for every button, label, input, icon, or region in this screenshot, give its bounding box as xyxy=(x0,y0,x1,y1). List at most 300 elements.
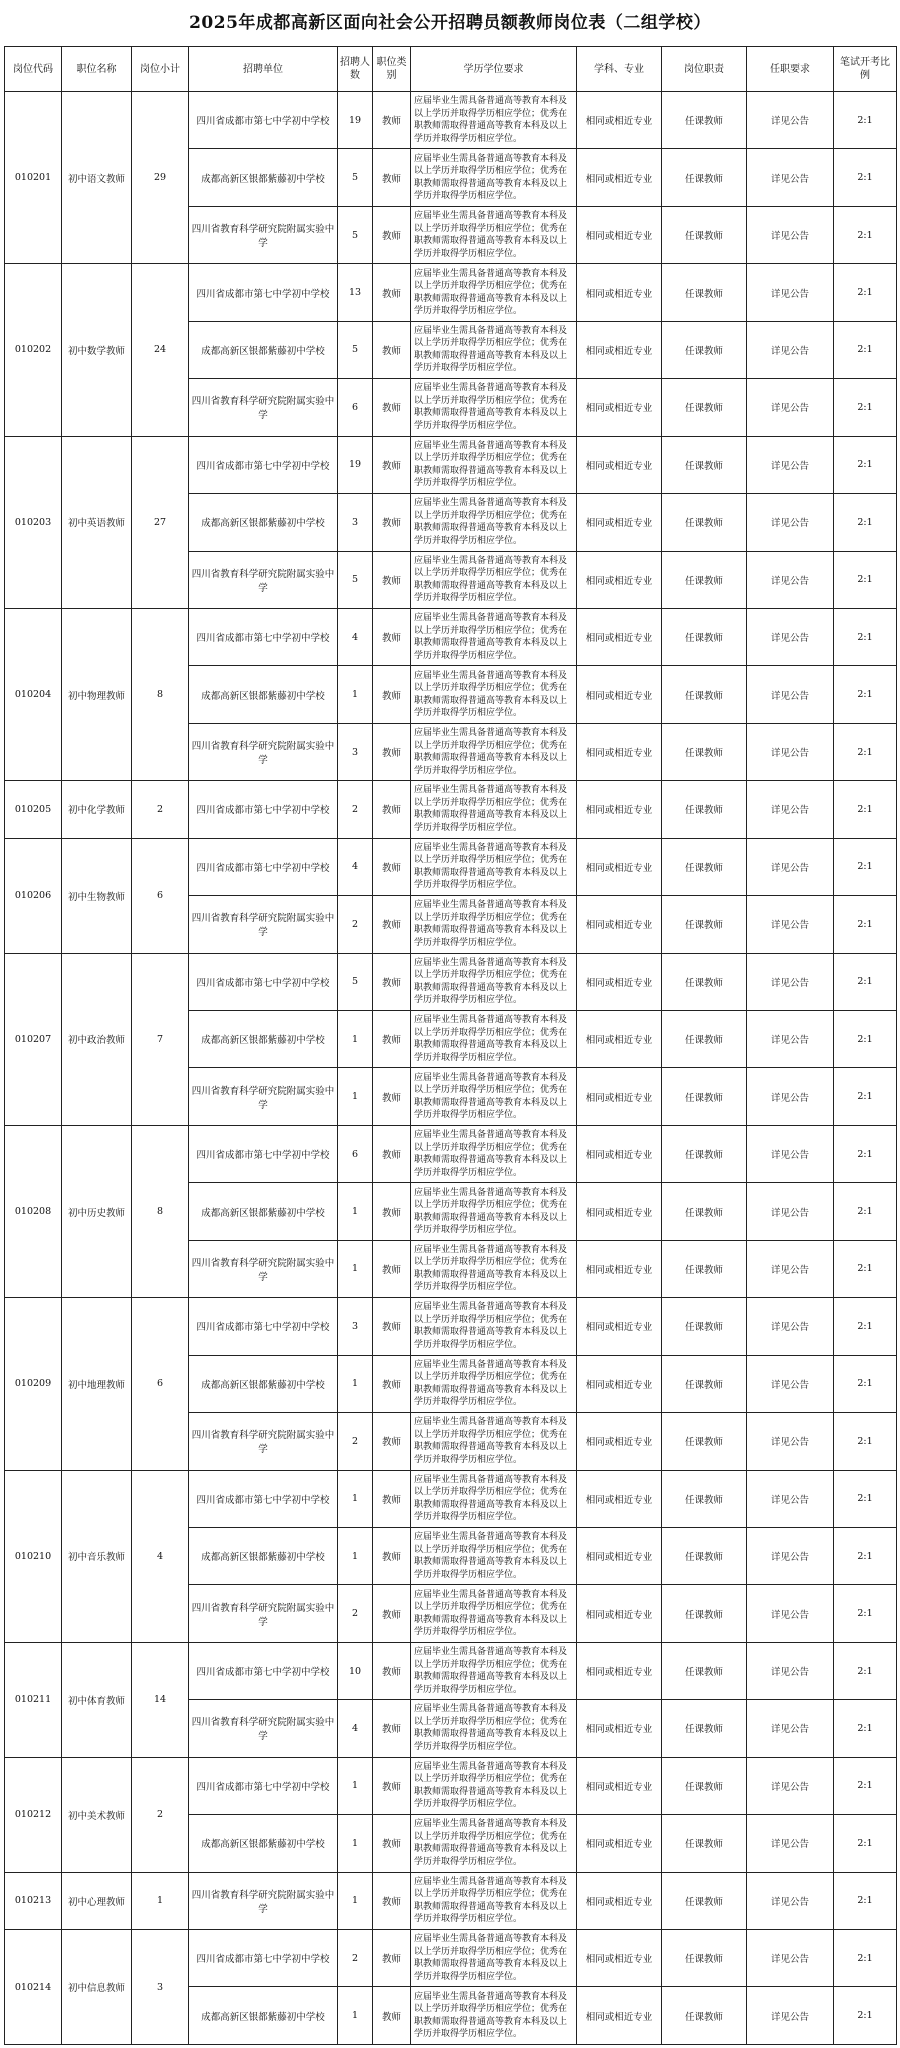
qualification: 详见公告 xyxy=(747,1642,834,1699)
position-code: 010211 xyxy=(5,1642,62,1757)
job-duty: 任课教师 xyxy=(662,781,747,838)
education-requirement: 应届毕业生需具备普通高等教育本科及以上学历并取得学历相应学位；优秀在职教师需取得普通高等教育本科及以上学历并取得学历相应学位。 xyxy=(411,1815,577,1872)
qualification: 详见公告 xyxy=(747,1470,834,1527)
education-requirement: 应届毕业生需具备普通高等教育本科及以上学历并取得学历相应学位；优秀在职教师需取得普通高等教育本科及以上学历并取得学历相应学位。 xyxy=(411,494,577,551)
hiring-unit: 四川省教育科学研究院附属实验中学 xyxy=(189,1068,338,1125)
hiring-count: 1 xyxy=(338,1470,373,1527)
position-category: 教师 xyxy=(373,436,411,493)
hiring-unit: 四川省教育科学研究院附属实验中学 xyxy=(189,206,338,263)
job-duty: 任课教师 xyxy=(662,1240,747,1297)
qualification: 详见公告 xyxy=(747,1700,834,1757)
position-subtotal: 6 xyxy=(132,1298,189,1470)
position-category: 教师 xyxy=(373,1125,411,1182)
education-requirement: 应届毕业生需具备普通高等教育本科及以上学历并取得学历相应学位；优秀在职教师需取得普通高等教育本科及以上学历并取得学历相应学位。 xyxy=(411,379,577,436)
job-duty: 任课教师 xyxy=(662,1413,747,1470)
hiring-count: 4 xyxy=(338,608,373,665)
position-code: 010201 xyxy=(5,92,62,264)
hiring-count: 19 xyxy=(338,92,373,149)
hiring-unit: 四川省教育科学研究院附属实验中学 xyxy=(189,1585,338,1642)
education-requirement: 应届毕业生需具备普通高等教育本科及以上学历并取得学历相应学位；优秀在职教师需取得普通高等教育本科及以上学历并取得学历相应学位。 xyxy=(411,1757,577,1814)
subject-major: 相同或相近专业 xyxy=(577,206,662,263)
position-name: 初中历史教师 xyxy=(62,1125,132,1297)
subject-major: 相同或相近专业 xyxy=(577,1815,662,1872)
hiring-count: 4 xyxy=(338,1700,373,1757)
subject-major: 相同或相近专业 xyxy=(577,92,662,149)
hiring-count: 2 xyxy=(338,896,373,953)
hiring-count: 19 xyxy=(338,436,373,493)
hiring-unit: 四川省教育科学研究院附属实验中学 xyxy=(189,1413,338,1470)
position-category: 教师 xyxy=(373,92,411,149)
hiring-count: 1 xyxy=(338,1068,373,1125)
hiring-unit: 四川省成都市第七中学初中学校 xyxy=(189,1930,338,1987)
position-name: 初中音乐教师 xyxy=(62,1470,132,1642)
position-subtotal: 4 xyxy=(132,1470,189,1642)
table-body xyxy=(5,92,897,2045)
hiring-count: 2 xyxy=(338,1413,373,1470)
hiring-count: 1 xyxy=(338,1815,373,1872)
job-duty: 任课教师 xyxy=(662,1930,747,1987)
qualification: 详见公告 xyxy=(747,149,834,206)
qualification: 详见公告 xyxy=(747,1355,834,1412)
exam-ratio: 2:1 xyxy=(834,551,897,608)
hiring-unit: 四川省教育科学研究院附属实验中学 xyxy=(189,551,338,608)
qualification: 详见公告 xyxy=(747,1585,834,1642)
position-category: 教师 xyxy=(373,1355,411,1412)
exam-ratio: 2:1 xyxy=(834,321,897,378)
position-code: 010207 xyxy=(5,953,62,1125)
exam-ratio: 2:1 xyxy=(834,1987,897,2045)
hiring-unit: 四川省教育科学研究院附属实验中学 xyxy=(189,1240,338,1297)
exam-ratio: 2:1 xyxy=(834,1642,897,1699)
job-duty: 任课教师 xyxy=(662,321,747,378)
hiring-unit: 成都高新区银都紫藤初中学校 xyxy=(189,149,338,206)
position-name: 初中物理教师 xyxy=(62,608,132,780)
hiring-unit: 成都高新区银都紫藤初中学校 xyxy=(189,666,338,723)
education-requirement: 应届毕业生需具备普通高等教育本科及以上学历并取得学历相应学位；优秀在职教师需取得普通高等教育本科及以上学历并取得学历相应学位。 xyxy=(411,1413,577,1470)
job-duty: 任课教师 xyxy=(662,379,747,436)
exam-ratio: 2:1 xyxy=(834,723,897,780)
subject-major: 相同或相近专业 xyxy=(577,1240,662,1297)
job-duty: 任课教师 xyxy=(662,608,747,665)
hiring-count: 4 xyxy=(338,838,373,895)
education-requirement: 应届毕业生需具备普通高等教育本科及以上学历并取得学历相应学位；优秀在职教师需取得普通高等教育本科及以上学历并取得学历相应学位。 xyxy=(411,149,577,206)
exam-ratio: 2:1 xyxy=(834,1413,897,1470)
job-duty: 任课教师 xyxy=(662,264,747,321)
position-category: 教师 xyxy=(373,264,411,321)
education-requirement: 应届毕业生需具备普通高等教育本科及以上学历并取得学历相应学位；优秀在职教师需取得普通高等教育本科及以上学历并取得学历相应学位。 xyxy=(411,723,577,780)
hiring-unit: 四川省成都市第七中学初中学校 xyxy=(189,1470,338,1527)
subject-major: 相同或相近专业 xyxy=(577,1642,662,1699)
position-name: 初中语文教师 xyxy=(62,92,132,264)
job-duty: 任课教师 xyxy=(662,838,747,895)
position-name: 初中政治教师 xyxy=(62,953,132,1125)
qualification: 详见公告 xyxy=(747,1930,834,1987)
job-duty: 任课教师 xyxy=(662,1125,747,1182)
qualification: 详见公告 xyxy=(747,1240,834,1297)
education-requirement: 应届毕业生需具备普通高等教育本科及以上学历并取得学历相应学位；优秀在职教师需取得普通高等教育本科及以上学历并取得学历相应学位。 xyxy=(411,1183,577,1240)
header-requirement: 学历学位要求 xyxy=(411,47,577,92)
position-category: 教师 xyxy=(373,1011,411,1068)
header-category: 职位类别 xyxy=(373,47,411,92)
education-requirement: 应届毕业生需具备普通高等教育本科及以上学历并取得学历相应学位；优秀在职教师需取得普通高等教育本科及以上学历并取得学历相应学位。 xyxy=(411,436,577,493)
education-requirement: 应届毕业生需具备普通高等教育本科及以上学历并取得学历相应学位；优秀在职教师需取得普通高等教育本科及以上学历并取得学历相应学位。 xyxy=(411,1527,577,1584)
hiring-count: 2 xyxy=(338,1585,373,1642)
education-requirement: 应届毕业生需具备普通高等教育本科及以上学历并取得学历相应学位；优秀在职教师需取得普通高等教育本科及以上学历并取得学历相应学位。 xyxy=(411,264,577,321)
header-ratio: 笔试开考比例 xyxy=(834,47,897,92)
subject-major: 相同或相近专业 xyxy=(577,1527,662,1584)
header-subject: 学科、专业 xyxy=(577,47,662,92)
exam-ratio: 2:1 xyxy=(834,608,897,665)
table-row xyxy=(5,1930,897,1987)
job-duty: 任课教师 xyxy=(662,1298,747,1355)
subject-major: 相同或相近专业 xyxy=(577,1298,662,1355)
exam-ratio: 2:1 xyxy=(834,896,897,953)
hiring-unit: 四川省教育科学研究院附属实验中学 xyxy=(189,379,338,436)
position-category: 教师 xyxy=(373,1872,411,1929)
hiring-count: 6 xyxy=(338,1125,373,1182)
position-name: 初中美术教师 xyxy=(62,1757,132,1872)
education-requirement: 应届毕业生需具备普通高等教育本科及以上学历并取得学历相应学位；优秀在职教师需取得普通高等教育本科及以上学历并取得学历相应学位。 xyxy=(411,1700,577,1757)
education-requirement: 应届毕业生需具备普通高等教育本科及以上学历并取得学历相应学位；优秀在职教师需取得普通高等教育本科及以上学历并取得学历相应学位。 xyxy=(411,781,577,838)
table-row xyxy=(5,781,897,838)
exam-ratio: 2:1 xyxy=(834,149,897,206)
position-category: 教师 xyxy=(373,1700,411,1757)
qualification: 详见公告 xyxy=(747,264,834,321)
qualification: 详见公告 xyxy=(747,1815,834,1872)
position-category: 教师 xyxy=(373,1585,411,1642)
qualification: 详见公告 xyxy=(747,1298,834,1355)
exam-ratio: 2:1 xyxy=(834,206,897,263)
position-category: 教师 xyxy=(373,781,411,838)
hiring-unit: 四川省教育科学研究院附属实验中学 xyxy=(189,1872,338,1929)
table-row xyxy=(5,838,897,895)
position-subtotal: 8 xyxy=(132,1125,189,1297)
education-requirement: 应届毕业生需具备普通高等教育本科及以上学历并取得学历相应学位；优秀在职教师需取得普通高等教育本科及以上学历并取得学历相应学位。 xyxy=(411,206,577,263)
subject-major: 相同或相近专业 xyxy=(577,379,662,436)
position-subtotal: 24 xyxy=(132,264,189,436)
position-code: 010204 xyxy=(5,608,62,780)
job-duty: 任课教师 xyxy=(662,149,747,206)
qualification: 详见公告 xyxy=(747,1987,834,2045)
qualification: 详见公告 xyxy=(747,781,834,838)
hiring-count: 13 xyxy=(338,264,373,321)
hiring-unit: 四川省成都市第七中学初中学校 xyxy=(189,608,338,665)
job-duty: 任课教师 xyxy=(662,723,747,780)
qualification: 详见公告 xyxy=(747,666,834,723)
header-duty: 岗位职责 xyxy=(662,47,747,92)
exam-ratio: 2:1 xyxy=(834,1757,897,1814)
hiring-unit: 成都高新区银都紫藤初中学校 xyxy=(189,494,338,551)
job-duty: 任课教师 xyxy=(662,1470,747,1527)
position-code: 010213 xyxy=(5,1872,62,1929)
table-row xyxy=(5,1470,897,1527)
hiring-count: 3 xyxy=(338,1298,373,1355)
exam-ratio: 2:1 xyxy=(834,1585,897,1642)
position-name: 初中化学教师 xyxy=(62,781,132,838)
qualification: 详见公告 xyxy=(747,379,834,436)
education-requirement: 应届毕业生需具备普通高等教育本科及以上学历并取得学历相应学位；优秀在职教师需取得普通高等教育本科及以上学历并取得学历相应学位。 xyxy=(411,1240,577,1297)
table-row xyxy=(5,264,897,321)
hiring-unit: 四川省成都市第七中学初中学校 xyxy=(189,92,338,149)
position-subtotal: 1 xyxy=(132,1872,189,1929)
subject-major: 相同或相近专业 xyxy=(577,1470,662,1527)
subject-major: 相同或相近专业 xyxy=(577,1068,662,1125)
qualification: 详见公告 xyxy=(747,1068,834,1125)
position-code: 010209 xyxy=(5,1298,62,1470)
exam-ratio: 2:1 xyxy=(834,1125,897,1182)
table-row xyxy=(5,1125,897,1182)
hiring-count: 1 xyxy=(338,1240,373,1297)
subject-major: 相同或相近专业 xyxy=(577,838,662,895)
education-requirement: 应届毕业生需具备普通高等教育本科及以上学历并取得学历相应学位；优秀在职教师需取得普通高等教育本科及以上学历并取得学历相应学位。 xyxy=(411,1298,577,1355)
subject-major: 相同或相近专业 xyxy=(577,436,662,493)
hiring-count: 1 xyxy=(338,1987,373,2045)
position-subtotal: 29 xyxy=(132,92,189,264)
education-requirement: 应届毕业生需具备普通高等教育本科及以上学历并取得学历相应学位；优秀在职教师需取得普通高等教育本科及以上学历并取得学历相应学位。 xyxy=(411,666,577,723)
position-category: 教师 xyxy=(373,1068,411,1125)
job-duty: 任课教师 xyxy=(662,1527,747,1584)
hiring-count: 1 xyxy=(338,1011,373,1068)
hiring-unit: 成都高新区银都紫藤初中学校 xyxy=(189,1987,338,2045)
position-category: 教师 xyxy=(373,1642,411,1699)
hiring-unit: 四川省教育科学研究院附属实验中学 xyxy=(189,1700,338,1757)
exam-ratio: 2:1 xyxy=(834,1355,897,1412)
position-category: 教师 xyxy=(373,723,411,780)
education-requirement: 应届毕业生需具备普通高等教育本科及以上学历并取得学历相应学位；优秀在职教师需取得普通高等教育本科及以上学历并取得学历相应学位。 xyxy=(411,1987,577,2045)
header-count: 招聘人数 xyxy=(338,47,373,92)
header-code: 岗位代码 xyxy=(5,47,62,92)
education-requirement: 应届毕业生需具备普通高等教育本科及以上学历并取得学历相应学位；优秀在职教师需取得普通高等教育本科及以上学历并取得学历相应学位。 xyxy=(411,953,577,1010)
qualification: 详见公告 xyxy=(747,1125,834,1182)
hiring-count: 3 xyxy=(338,494,373,551)
education-requirement: 应届毕业生需具备普通高等教育本科及以上学历并取得学历相应学位；优秀在职教师需取得普通高等教育本科及以上学历并取得学历相应学位。 xyxy=(411,1585,577,1642)
job-duty: 任课教师 xyxy=(662,1355,747,1412)
qualification: 详见公告 xyxy=(747,723,834,780)
position-name: 初中地理教师 xyxy=(62,1298,132,1470)
header-qualification: 任职要求 xyxy=(747,47,834,92)
hiring-unit: 成都高新区银都紫藤初中学校 xyxy=(189,1355,338,1412)
page-title: 2025年成都高新区面向社会公开招聘员额教师岗位表（二组学校） xyxy=(189,13,711,33)
job-duty: 任课教师 xyxy=(662,494,747,551)
position-code: 010202 xyxy=(5,264,62,436)
position-name: 初中英语教师 xyxy=(62,436,132,608)
job-duty: 任课教师 xyxy=(662,1872,747,1929)
job-duty: 任课教师 xyxy=(662,1585,747,1642)
education-requirement: 应届毕业生需具备普通高等教育本科及以上学历并取得学历相应学位；优秀在职教师需取得普通高等教育本科及以上学历并取得学历相应学位。 xyxy=(411,896,577,953)
position-name: 初中生物教师 xyxy=(62,838,132,953)
position-category: 教师 xyxy=(373,1757,411,1814)
subject-major: 相同或相近专业 xyxy=(577,953,662,1010)
education-requirement: 应届毕业生需具备普通高等教育本科及以上学历并取得学历相应学位；优秀在职教师需取得普通高等教育本科及以上学历并取得学历相应学位。 xyxy=(411,92,577,149)
exam-ratio: 2:1 xyxy=(834,1068,897,1125)
position-category: 教师 xyxy=(373,1815,411,1872)
subject-major: 相同或相近专业 xyxy=(577,1872,662,1929)
position-category: 教师 xyxy=(373,1183,411,1240)
qualification: 详见公告 xyxy=(747,953,834,1010)
hiring-count: 1 xyxy=(338,666,373,723)
subject-major: 相同或相近专业 xyxy=(577,494,662,551)
qualification: 详见公告 xyxy=(747,1757,834,1814)
position-code: 010212 xyxy=(5,1757,62,1872)
subject-major: 相同或相近专业 xyxy=(577,1355,662,1412)
qualification: 详见公告 xyxy=(747,321,834,378)
position-name: 初中体育教师 xyxy=(62,1642,132,1757)
exam-ratio: 2:1 xyxy=(834,436,897,493)
exam-ratio: 2:1 xyxy=(834,379,897,436)
qualification: 详见公告 xyxy=(747,1011,834,1068)
hiring-count: 6 xyxy=(338,379,373,436)
table-row xyxy=(5,608,897,665)
table-row xyxy=(5,436,897,493)
exam-ratio: 2:1 xyxy=(834,1470,897,1527)
hiring-count: 1 xyxy=(338,1183,373,1240)
subject-major: 相同或相近专业 xyxy=(577,551,662,608)
position-name: 初中数学教师 xyxy=(62,264,132,436)
subject-major: 相同或相近专业 xyxy=(577,896,662,953)
hiring-count: 10 xyxy=(338,1642,373,1699)
subject-major: 相同或相近专业 xyxy=(577,1987,662,2045)
job-duty: 任课教师 xyxy=(662,92,747,149)
position-category: 教师 xyxy=(373,1413,411,1470)
table-row xyxy=(5,1872,897,1929)
position-category: 教师 xyxy=(373,838,411,895)
exam-ratio: 2:1 xyxy=(834,1183,897,1240)
recruitment-table xyxy=(4,46,897,2045)
position-code: 010214 xyxy=(5,1930,62,2045)
position-code: 010208 xyxy=(5,1125,62,1297)
hiring-count: 2 xyxy=(338,1930,373,1987)
education-requirement: 应届毕业生需具备普通高等教育本科及以上学历并取得学历相应学位；优秀在职教师需取得普通高等教育本科及以上学历并取得学历相应学位。 xyxy=(411,1470,577,1527)
exam-ratio: 2:1 xyxy=(834,1240,897,1297)
qualification: 详见公告 xyxy=(747,1872,834,1929)
exam-ratio: 2:1 xyxy=(834,1700,897,1757)
qualification: 详见公告 xyxy=(747,1527,834,1584)
qualification: 详见公告 xyxy=(747,896,834,953)
hiring-unit: 成都高新区银都紫藤初中学校 xyxy=(189,1815,338,1872)
hiring-unit: 成都高新区银都紫藤初中学校 xyxy=(189,321,338,378)
job-duty: 任课教师 xyxy=(662,666,747,723)
hiring-unit: 四川省教育科学研究院附属实验中学 xyxy=(189,723,338,780)
subject-major: 相同或相近专业 xyxy=(577,608,662,665)
hiring-unit: 四川省成都市第七中学初中学校 xyxy=(189,781,338,838)
job-duty: 任课教师 xyxy=(662,1815,747,1872)
exam-ratio: 2:1 xyxy=(834,781,897,838)
hiring-unit: 四川省成都市第七中学初中学校 xyxy=(189,436,338,493)
hiring-count: 1 xyxy=(338,1872,373,1929)
position-category: 教师 xyxy=(373,896,411,953)
hiring-count: 1 xyxy=(338,1757,373,1814)
education-requirement: 应届毕业生需具备普通高等教育本科及以上学历并取得学历相应学位；优秀在职教师需取得普通高等教育本科及以上学历并取得学历相应学位。 xyxy=(411,838,577,895)
position-category: 教师 xyxy=(373,1987,411,2045)
position-category: 教师 xyxy=(373,206,411,263)
subject-major: 相同或相近专业 xyxy=(577,1700,662,1757)
position-category: 教师 xyxy=(373,1240,411,1297)
hiring-unit: 四川省成都市第七中学初中学校 xyxy=(189,953,338,1010)
education-requirement: 应届毕业生需具备普通高等教育本科及以上学历并取得学历相应学位；优秀在职教师需取得普通高等教育本科及以上学历并取得学历相应学位。 xyxy=(411,1068,577,1125)
position-category: 教师 xyxy=(373,608,411,665)
job-duty: 任课教师 xyxy=(662,953,747,1010)
position-category: 教师 xyxy=(373,1527,411,1584)
job-duty: 任课教师 xyxy=(662,206,747,263)
subject-major: 相同或相近专业 xyxy=(577,1413,662,1470)
position-name: 初中信息教师 xyxy=(62,1930,132,2045)
position-category: 教师 xyxy=(373,379,411,436)
position-code: 010210 xyxy=(5,1470,62,1642)
exam-ratio: 2:1 xyxy=(834,494,897,551)
exam-ratio: 2:1 xyxy=(834,1527,897,1584)
exam-ratio: 2:1 xyxy=(834,1298,897,1355)
job-duty: 任课教师 xyxy=(662,1642,747,1699)
table-row xyxy=(5,1757,897,1814)
job-duty: 任课教师 xyxy=(662,1700,747,1757)
exam-ratio: 2:1 xyxy=(834,953,897,1010)
exam-ratio: 2:1 xyxy=(834,666,897,723)
exam-ratio: 2:1 xyxy=(834,92,897,149)
hiring-unit: 四川省成都市第七中学初中学校 xyxy=(189,1125,338,1182)
position-category: 教师 xyxy=(373,666,411,723)
subject-major: 相同或相近专业 xyxy=(577,723,662,780)
hiring-unit: 四川省成都市第七中学初中学校 xyxy=(189,1757,338,1814)
hiring-count: 5 xyxy=(338,206,373,263)
subject-major: 相同或相近专业 xyxy=(577,1930,662,1987)
position-subtotal: 2 xyxy=(132,1757,189,1872)
table-row xyxy=(5,953,897,1010)
header-subtotal: 岗位小计 xyxy=(132,47,189,92)
subject-major: 相同或相近专业 xyxy=(577,1757,662,1814)
qualification: 详见公告 xyxy=(747,838,834,895)
position-subtotal: 2 xyxy=(132,781,189,838)
subject-major: 相同或相近专业 xyxy=(577,1125,662,1182)
hiring-count: 1 xyxy=(338,1355,373,1412)
education-requirement: 应届毕业生需具备普通高等教育本科及以上学历并取得学历相应学位；优秀在职教师需取得普通高等教育本科及以上学历并取得学历相应学位。 xyxy=(411,1011,577,1068)
job-duty: 任课教师 xyxy=(662,1757,747,1814)
hiring-unit: 四川省成都市第七中学初中学校 xyxy=(189,1298,338,1355)
subject-major: 相同或相近专业 xyxy=(577,149,662,206)
hiring-count: 2 xyxy=(338,781,373,838)
position-subtotal: 8 xyxy=(132,608,189,780)
position-category: 教师 xyxy=(373,321,411,378)
hiring-unit: 四川省成都市第七中学初中学校 xyxy=(189,1642,338,1699)
header-row xyxy=(5,47,897,92)
job-duty: 任课教师 xyxy=(662,551,747,608)
education-requirement: 应届毕业生需具备普通高等教育本科及以上学历并取得学历相应学位；优秀在职教师需取得普通高等教育本科及以上学历并取得学历相应学位。 xyxy=(411,551,577,608)
education-requirement: 应届毕业生需具备普通高等教育本科及以上学历并取得学历相应学位；优秀在职教师需取得普通高等教育本科及以上学历并取得学历相应学位。 xyxy=(411,1872,577,1929)
table-row xyxy=(5,92,897,149)
subject-major: 相同或相近专业 xyxy=(577,666,662,723)
qualification: 详见公告 xyxy=(747,436,834,493)
exam-ratio: 2:1 xyxy=(834,1872,897,1929)
position-code: 010205 xyxy=(5,781,62,838)
subject-major: 相同或相近专业 xyxy=(577,321,662,378)
job-duty: 任课教师 xyxy=(662,1183,747,1240)
position-category: 教师 xyxy=(373,551,411,608)
education-requirement: 应届毕业生需具备普通高等教育本科及以上学历并取得学历相应学位；优秀在职教师需取得普通高等教育本科及以上学历并取得学历相应学位。 xyxy=(411,1642,577,1699)
subject-major: 相同或相近专业 xyxy=(577,781,662,838)
position-category: 教师 xyxy=(373,1470,411,1527)
job-duty: 任课教师 xyxy=(662,436,747,493)
subject-major: 相同或相近专业 xyxy=(577,1011,662,1068)
hiring-unit: 四川省成都市第七中学初中学校 xyxy=(189,838,338,895)
table-row xyxy=(5,1642,897,1699)
hiring-count: 5 xyxy=(338,551,373,608)
qualification: 详见公告 xyxy=(747,1413,834,1470)
hiring-count: 5 xyxy=(338,149,373,206)
qualification: 详见公告 xyxy=(747,206,834,263)
job-duty: 任课教师 xyxy=(662,1068,747,1125)
position-category: 教师 xyxy=(373,494,411,551)
hiring-count: 5 xyxy=(338,321,373,378)
exam-ratio: 2:1 xyxy=(834,264,897,321)
